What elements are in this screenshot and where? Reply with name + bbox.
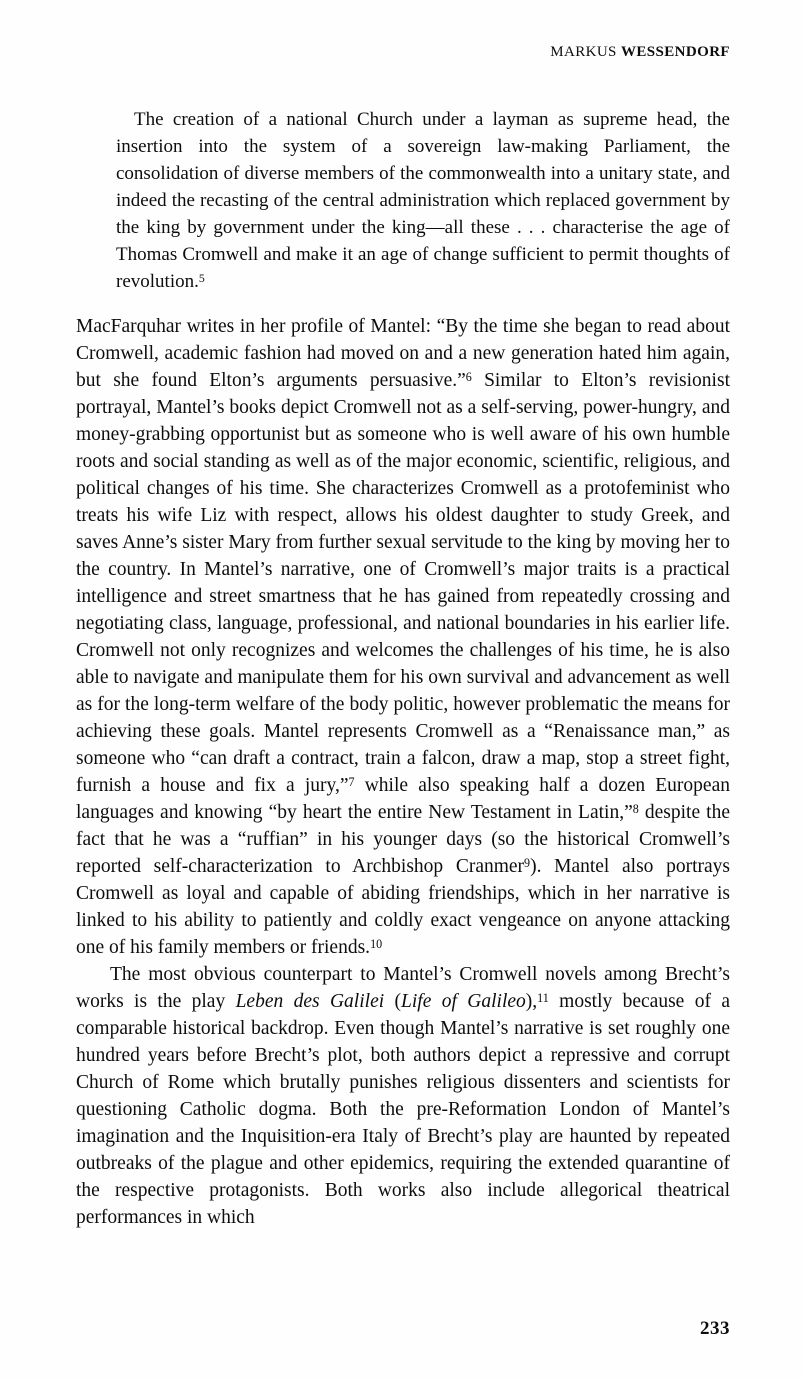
block-quote: The creation of a national Church under a layman as supreme head, the insertion into the system of a sovereign law-making Parliament, the consolidation of diverse members of the commonwealth into a unitary state, and indeed the recasting of the central administration which replaced government by the king by government under the king—all these . . . characterise the age of Thomas Cromwell and make it an age of change sufficient to permit thoughts of revolution.$^5$ xyxy=(116,109,730,292)
page-number: 233 xyxy=(700,1318,730,1339)
running-header xyxy=(76,44,730,60)
paragraph: MacFarquhar writes in her profile of Mantel: “By the time she began to read about Cromwell, academic fashion had moved on and a new generation hated him again, but she found Elton’s arguments persuasive.”$^6$ Similar to Elton’s revisionist portrayal, Mantel’s books depict Cromwell not as a self-serving, power-hungry, and money-grabbing opportunist but as someone who is well aware of his own humble roots and social standing as well as of the major economic, scientific, religious, and political changes of his time. She characterizes Cromwell as a protofeminist who treats his wife Liz with respect, allows his oldest daughter to study Greek, and saves Anne’s sister Mary from further sexual servitude to the king by moving her to the country. In Mantel’s narrative, one of Cromwell’s major traits is a practical intelligence and street smartness that he has gained from repeatedly crossing and negotiating class, language, professional, and national boundaries in his earlier life. Cromwell not only recognizes and welcomes the challenges of his time, he is also able to navigate and manipulate them for his own survival and advancement as well as for the long-term welfare of the body politic, however problematic the means for achieving these goals. Mantel represents Cromwell as a “Renaissance man,” as someone who “can draft a contract, train a falcon, draw a map, stop a street fight, furnish a house and fix a jury,”$^7$ while also speaking half a dozen European languages and knowing “by heart the entire New Testament in Latin,”$^8$ despite the fact that he was a “ruffian” in his younger days (so the historical Cromwell’s reported self-characterization to Archbishop Cranmer$^9$). Mantel also portrays Cromwell as loyal and capable of abiding friendships, which in her narrative is linked to his ability to patiently and coldly exact vengeance on anyone attacking one of his family members or friends.$^{10}$ xyxy=(76,316,731,958)
paragraph: The most obvious counterpart to Mantel’s Cromwell novels among Brecht’s works is the play Leben des Galilei (Life of Galileo),$^{11}$ mostly because of a comparable historical backdrop. Even though Mantel’s narrative is set roughly one hundred years before Brecht’s plot, both authors depict a repressive and corrupt Church of Rome which brutally punishes religious dissenters and scientists for questioning Catholic dogma. Both the pre-Reformation London of Mantel’s imagination and the Inquisition-era Italy of Brecht’s play are haunted by repeated outbreaks of the plague and other epidemics, requiring the extended quarantine of the respective protagonists. Both works also include allegorical theatrical performances in which xyxy=(76,964,730,1228)
body-text xyxy=(76,313,730,1231)
author-last-name: WESSENDORF xyxy=(620,44,730,60)
author-first-name: MARKUS xyxy=(550,44,617,60)
